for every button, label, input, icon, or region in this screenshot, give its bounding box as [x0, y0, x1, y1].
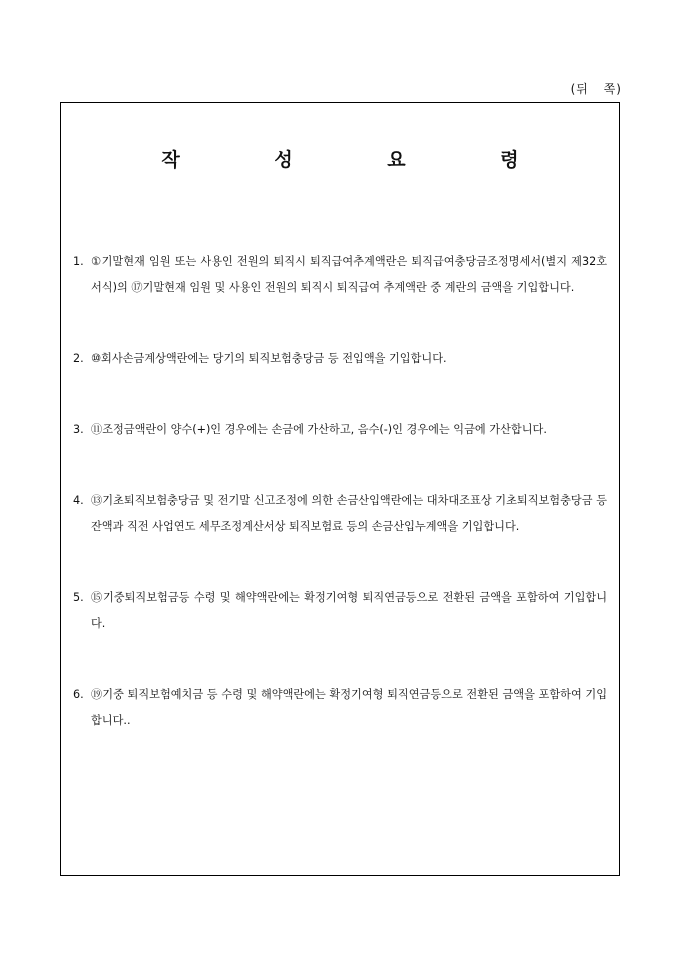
- instruction-item-5: [73, 585, 607, 637]
- instruction-number: 6.: [73, 688, 84, 701]
- instruction-item-2: [73, 346, 607, 372]
- instruction-item-4: [73, 488, 607, 540]
- instruction-text: ⑪조정금액란이 양수(+)인 경우에는 손금에 가산하고, 음수(-)인 경우에는 익금에 가산합니다.: [91, 423, 547, 436]
- instruction-text: ①기말현재 임원 또는 사용인 전원의 퇴직시 퇴직급여추계액란은 퇴직급여충당금조정명세서(별지 제32호서식)의 ⑰기말현재 임원 및 사용인 전원의 퇴직시 퇴직급여 추계액란 중 계란의 금액을 기입합니다.: [91, 255, 607, 294]
- instructions-frame: [60, 102, 620, 876]
- instruction-number: 4.: [73, 494, 84, 507]
- instruction-number: 2.: [73, 352, 84, 365]
- instruction-number: 5.: [73, 591, 84, 604]
- instruction-text: ⑬기초퇴직보험충당금 및 전기말 신고조정에 의한 손금산입액란에는 대차대조표상 기초퇴직보험충당금 등 잔액과 직전 사업연도 세무조정계산서상 퇴직보험료 등의 손금산입누계액을 기입합니다.: [91, 494, 607, 533]
- instruction-item-3: [73, 417, 607, 443]
- instruction-number: 1.: [73, 255, 84, 268]
- document-title: 작 성 요 령: [161, 149, 563, 171]
- instruction-text: ⑲기중 퇴직보험예치금 등 수령 및 해약액란에는 확정기여형 퇴직연금등으로 전환된 금액을 포함하여 기입합니다..: [91, 688, 607, 727]
- instruction-text: ⑮기중퇴직보험금등 수령 및 해약액란에는 확정기여형 퇴직연금등으로 전환된 금액을 포함하여 기입합니다.: [91, 591, 607, 630]
- instruction-text: ⑩회사손금계상액란에는 당기의 퇴직보험충당금 등 전입액을 기입합니다.: [91, 352, 447, 365]
- page-side-label: (뒤 쪽): [570, 82, 622, 96]
- instruction-item-1: [73, 249, 607, 301]
- instruction-item-6: [73, 682, 607, 734]
- instruction-list: [73, 249, 607, 734]
- instruction-number: 3.: [73, 423, 84, 436]
